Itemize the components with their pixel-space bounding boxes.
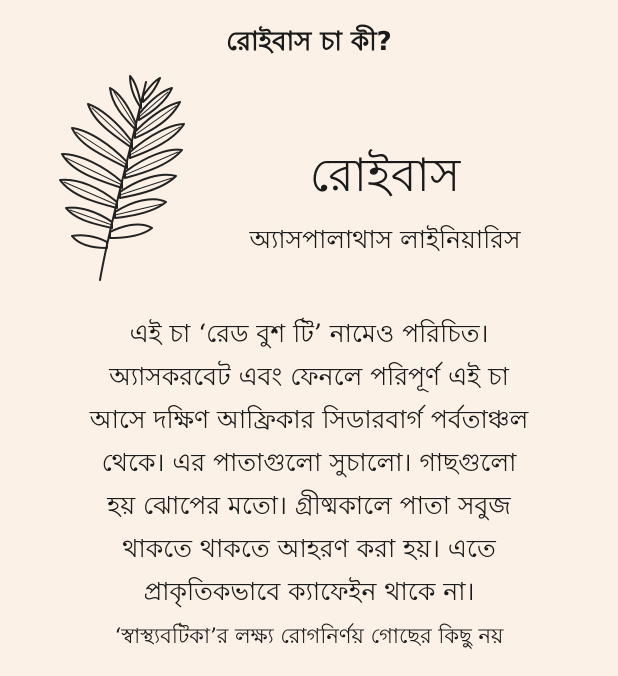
rooibos-leaf-sprig-icon — [42, 74, 192, 286]
scientific-name: অ্যাসপালাথাস লাইনিয়ারিস — [249, 225, 521, 254]
description-line: থেকে। এর পাতাগুলো সুচালো। গাছগুলো — [101, 448, 517, 477]
page-heading: রোইবাস চা কী? — [226, 27, 392, 57]
description-line: প্রাকৃতিকভাবে ক্যাফেইন থাকে না। — [143, 577, 475, 606]
disclaimer: ‘স্বাস্থ্যবটিকা’র লক্ষ্য রোগনির্ণয় গোছের কিছু নয় — [114, 624, 504, 648]
description-line: অ্যাসকরবেট এবং ফেনলে পরিপূর্ণ এই চা — [109, 362, 509, 391]
description-line: থাকতে থাকতে আহরণ করা হয়। এতে — [122, 534, 496, 563]
description-line: এই চা ‘রেড বুশ টি’ নামেও পরিচিত। — [129, 319, 489, 348]
description — [20, 312, 598, 613]
description-line: আসে দক্ষিণ আফ্রিকার সিডারবার্গ পর্বতাঞ্চল — [89, 405, 529, 434]
description-line: হয় ঝোপের মতো। গ্রীষ্মকালে পাতা সবুজ — [107, 491, 511, 520]
tea-name: রোইবাস — [309, 148, 461, 202]
